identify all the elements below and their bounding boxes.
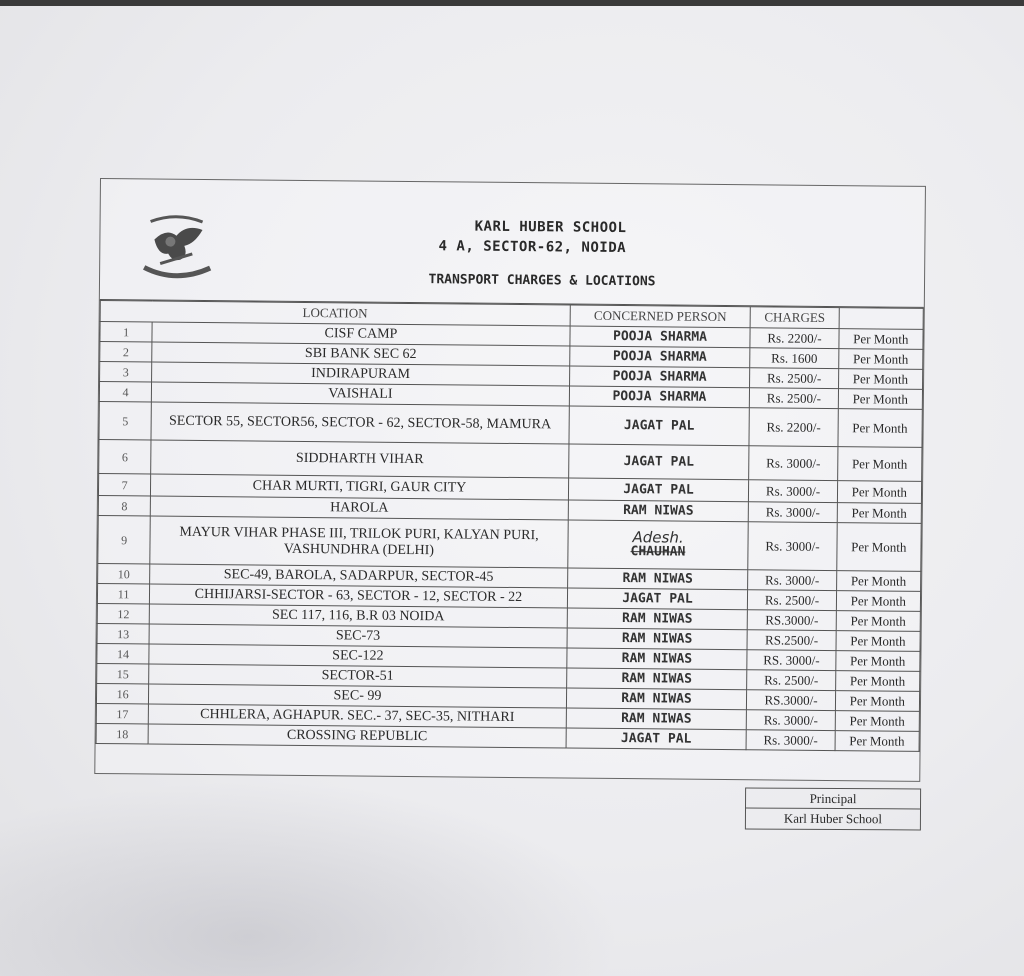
charge-cell: Rs. 2200/-: [750, 328, 839, 349]
person-cell: JAGAT PAL: [568, 444, 749, 480]
charge-cell: Rs. 3000/-: [748, 570, 837, 591]
location-cell: CHAR MURTI, TIGRI, GAUR CITY: [151, 474, 569, 500]
row-number: 11: [97, 583, 149, 604]
location-cell: SECTOR-51: [149, 664, 567, 688]
charge-cell: Rs. 1600: [750, 348, 839, 369]
period-cell: Per Month: [838, 389, 923, 410]
row-number: 10: [98, 563, 150, 584]
person-cell: POOJA SHARMA: [569, 346, 750, 368]
person-cell: RAM NIWAS: [566, 708, 747, 730]
location-cell: SEC-122: [149, 644, 567, 668]
charge-cell: RS.3000/-: [748, 610, 837, 631]
person-cell: RAM NIWAS: [566, 688, 747, 710]
charge-cell: Rs. 3000/-: [749, 502, 838, 523]
row-number: 12: [97, 603, 149, 624]
person-cell: RAM NIWAS: [568, 500, 749, 522]
person-cell: [567, 520, 748, 570]
period-cell: Per Month: [838, 349, 923, 370]
location-cell: SEC 117, 116, B.R 03 NOIDA: [149, 604, 567, 628]
row-number: 18: [96, 723, 148, 744]
location-cell: SEC-73: [149, 624, 567, 648]
transport-table: [96, 300, 924, 752]
location-cell: CHHIJARSI-SECTOR - 63, SECTOR - 12, SECTOR - 22: [150, 584, 568, 608]
person-cell: RAM NIWAS: [567, 628, 748, 650]
row-number: 16: [96, 683, 148, 704]
period-cell: Per Month: [837, 481, 922, 504]
location-cell: SBI BANK SEC 62: [152, 342, 570, 366]
charge-cell: RS.2500/-: [747, 630, 836, 651]
table-row: [98, 515, 921, 571]
row-number: 5: [99, 402, 152, 440]
row-number: 15: [97, 663, 149, 684]
row-number: 17: [96, 703, 148, 724]
location-cell: CROSSING REPUBLIC: [148, 724, 566, 748]
row-number: 6: [99, 440, 152, 474]
person-cell: JAGAT PAL: [566, 728, 747, 750]
struck-name: CHAUHAN: [630, 543, 686, 560]
charge-cell: RS. 3000/-: [747, 650, 836, 671]
row-number: 3: [100, 362, 152, 383]
row-number: 14: [97, 643, 149, 664]
charge-cell: RS.3000/-: [747, 690, 836, 711]
shadow-overlay: [0, 780, 620, 976]
location-cell: INDIRAPURAM: [152, 362, 570, 386]
transport-document: [94, 178, 926, 782]
column-header-period: [839, 308, 924, 330]
charge-cell: Rs. 2500/-: [747, 670, 836, 691]
school-name: KARL HUBER SCHOOL: [474, 218, 627, 237]
signature-school: Karl Huber School: [783, 810, 883, 827]
person-cell: POOJA SHARMA: [570, 326, 751, 348]
charge-cell: Rs. 3000/-: [749, 480, 838, 503]
signature-title: Principal: [746, 789, 920, 810]
location-cell: SEC- 99: [149, 684, 567, 708]
row-number: 2: [100, 342, 152, 363]
row-number: 8: [98, 495, 150, 516]
row-number: 4: [99, 382, 151, 403]
location-cell: CHHLERA, AGHAPUR. SEC.- 37, SEC-35, NITHARI: [148, 704, 566, 728]
period-cell: Per Month: [835, 731, 920, 752]
column-header-person: CONCERNED PERSON: [570, 305, 751, 328]
charge-cell: Rs. 3000/-: [748, 522, 837, 571]
period-cell: Per Month: [836, 571, 921, 592]
column-header-location: LOCATION: [100, 301, 570, 327]
charge-cell: Rs. 3000/-: [747, 710, 836, 731]
period-cell: Per Month: [835, 651, 920, 672]
charge-cell: Rs. 3000/-: [746, 730, 835, 751]
school-address: 4 A, SECTOR-62, NOIDA: [438, 238, 627, 257]
charge-cell: Rs. 2500/-: [750, 388, 839, 409]
document-header: [100, 179, 925, 308]
location-cell: VAISHALI: [152, 382, 570, 406]
row-number: 9: [98, 515, 151, 563]
location-cell: SECTOR 55, SECTOR56, SECTOR - 62, SECTOR-58, MAMURA: [151, 402, 569, 444]
person-cell: RAM NIWAS: [567, 608, 748, 630]
period-cell: Per Month: [836, 591, 921, 612]
charge-cell: Rs. 2500/-: [748, 590, 837, 611]
location-cell: SEC-49, BAROLA, SADARPUR, SECTOR-45: [150, 564, 568, 588]
period-cell: Per Month: [837, 503, 922, 524]
row-number: 7: [98, 474, 150, 496]
charge-cell: Rs. 2500/-: [750, 368, 839, 389]
document-title: TRANSPORT CHARGES & LOCATIONS: [428, 272, 656, 290]
charge-cell: Rs. 3000/-: [749, 446, 838, 481]
period-cell: Per Month: [837, 447, 922, 482]
person-cell: POOJA SHARMA: [569, 366, 750, 388]
column-header-charges: CHARGES: [750, 307, 839, 329]
person-cell: RAM NIWAS: [567, 568, 748, 590]
period-cell: Per Month: [835, 711, 920, 732]
period-cell: Per Month: [835, 691, 920, 712]
row-number: 13: [97, 623, 149, 644]
charge-cell: Rs. 2200/-: [749, 408, 838, 447]
period-cell: Per Month: [835, 671, 920, 692]
person-cell: POOJA SHARMA: [569, 386, 750, 408]
location-cell: MAYUR VIHAR PHASE III, TRILOK PURI, KALYAN PURI, VASHUNDHRA (DELHI): [150, 516, 568, 568]
period-cell: Per Month: [836, 611, 921, 632]
handwritten-name: Adesh.: [632, 527, 684, 547]
person-cell: JAGAT PAL: [567, 588, 748, 610]
person-cell: RAM NIWAS: [566, 668, 747, 690]
location-cell: CISF CAMP: [152, 322, 570, 346]
person-cell: JAGAT PAL: [568, 478, 749, 502]
principal-signature-box: [745, 788, 921, 831]
period-cell: Per Month: [836, 631, 921, 652]
location-cell: SIDDHARTH VIHAR: [151, 440, 569, 478]
period-cell: Per Month: [836, 523, 921, 572]
person-cell: RAM NIWAS: [567, 648, 748, 670]
person-cell: JAGAT PAL: [569, 406, 750, 446]
row-number: 1: [100, 322, 152, 343]
location-cell: HAROLA: [150, 496, 568, 520]
period-cell: Per Month: [839, 329, 924, 350]
period-cell: Per Month: [838, 369, 923, 390]
period-cell: Per Month: [838, 409, 923, 448]
